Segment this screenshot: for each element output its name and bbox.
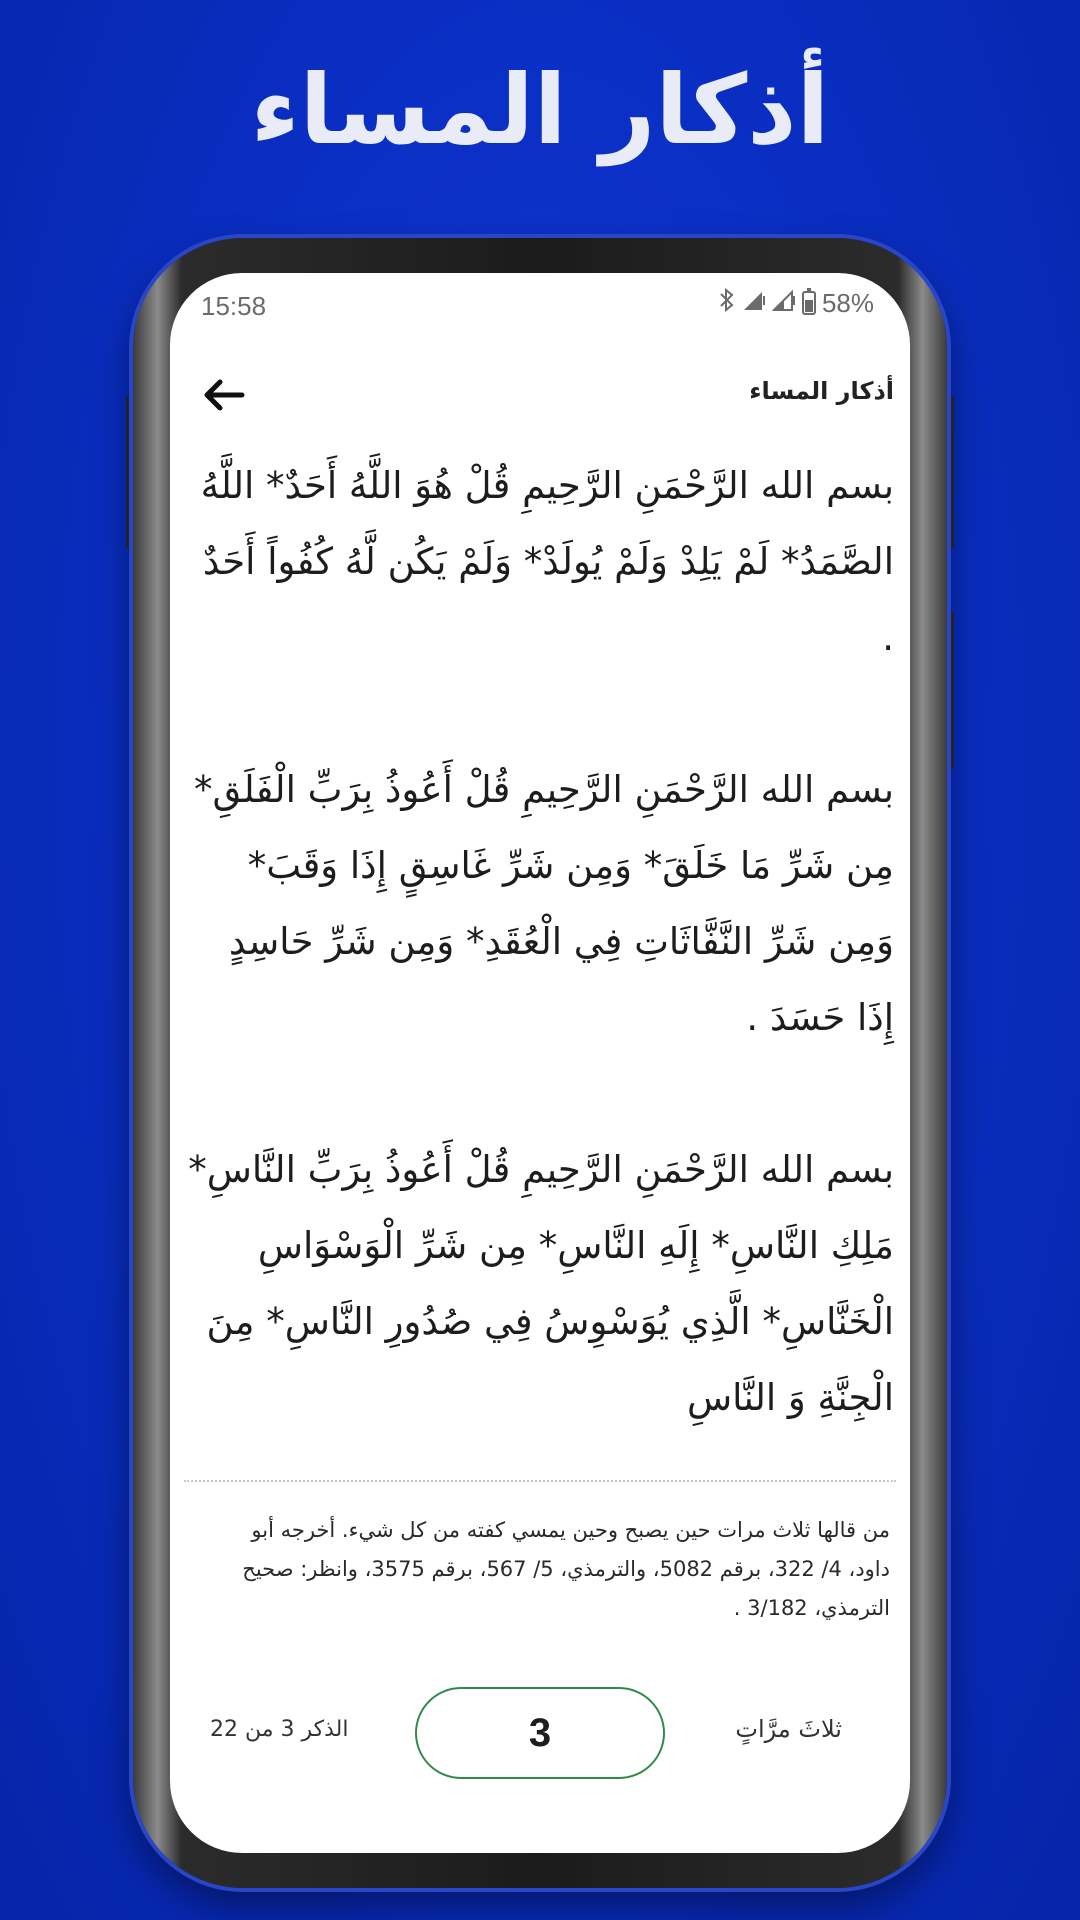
dhikr-reference: من قالها ثلاث مرات حين يصبح وحين يمسي كفته من كل شيء. أخرجه أبو داود، 4/ 322، برقم 5082، والترمذي، 5/ 567، برقم 3575، وانظر: صحيح الترمذي، 3/182 . (242, 1518, 890, 1620)
bottom-bar (170, 1683, 910, 1783)
back-button[interactable] (192, 363, 256, 427)
battery-icon (802, 291, 816, 315)
phone-screen (170, 273, 910, 1853)
arrow-left-icon (202, 378, 246, 412)
promo-title: أذكار المساء (250, 54, 830, 166)
status-time: 15:58 (201, 291, 267, 321)
status-bar (170, 273, 910, 339)
dhikr-paragraph: بسم الله الرَّحْمَنِ الرَّحِيمِ قُلْ أَعُوذُ بِرَبِّ الْفَلَقِ* مِن شَرِّ مَا خَلَقَ* وَمِن شَرِّ غَاسِقٍ إِذَا وَقَبَ* وَمِن شَرِّ النَّفَّاثَاتِ فِي الْعُقَدِ* وَمِن شَرِّ حَاسِدٍ إِذَا حَسَدَ . (193, 768, 894, 1039)
dhikr-paragraph: بسم الله الرَّحْمَنِ الرَّحِيمِ قُلْ أَعُوذُ بِرَبِّ النَّاسِ* مَلِكِ النَّاسِ* إِلَهِ النَّاسِ* مِن شَرِّ الْوَسْوَاسِ الْخَنَّاسِ* الَّذِي يُوَسْوِسُ فِي صُدُورِ النَّاسِ* مِنَ الْجِنَّةِ وَ النَّاسِ (188, 1148, 894, 1419)
bluetooth-icon (718, 287, 736, 319)
repeat-count-label: ثلاثَ مرَّاتٍ (735, 1715, 842, 1743)
signal-icon-2 (772, 288, 796, 318)
dhikr-paragraph: بسم الله الرَّحْمَنِ الرَّحِيمِ قُلْ هُوَ اللَّهُ أَحَدٌ* اللَّهُ الصَّمَدُ* لَمْ يَلِدْ وَلَمْ يُولَدْ* وَلَمْ يَكُن لَّهُ كُفُواً أَحَدٌ . (200, 464, 894, 659)
dhikr-text (188, 448, 894, 1436)
signal-icon-1 (742, 288, 766, 318)
app-bar (170, 363, 910, 443)
counter-button[interactable]: 3 (415, 1687, 665, 1779)
header-title: أذكار المساء (749, 377, 894, 405)
divider (184, 1480, 896, 1482)
status-icons (718, 287, 874, 319)
dhikr-progress-label: الذكر 3 من 22 (210, 1717, 349, 1742)
battery-percent: 58% (821, 287, 874, 318)
